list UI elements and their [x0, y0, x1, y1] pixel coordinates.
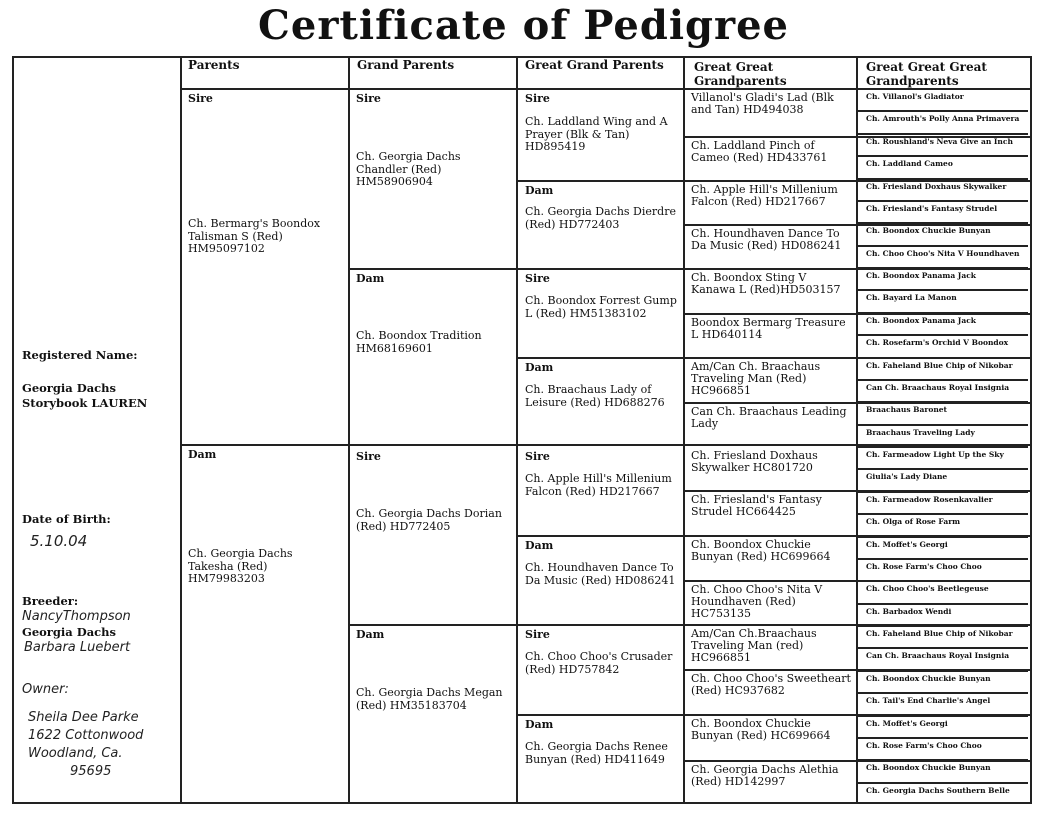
great-great-great-grandparent: Ch. Choo Choo's Nita V Houndhaven: [866, 249, 1020, 258]
row-divider: [856, 133, 1028, 135]
row-divider: [856, 692, 1028, 694]
owner-line-2: 1622 Cottonwood: [28, 728, 144, 743]
row-divider: [856, 401, 1028, 403]
great-great-great-grandparent: Ch. Boondox Chuckie Bunyan: [866, 763, 991, 772]
header-great-grand-parents: Great Grand Parents: [525, 58, 664, 72]
great-grandparent: Ch. Houndhaven Dance To Da Music (Red) HD086241: [525, 561, 676, 587]
grandparent: Ch. Boondox Tradition HM68169601: [356, 329, 482, 355]
great-great-great-grandparent: Ch. Choo Choo's Beetlegeuse: [866, 584, 989, 593]
great-great-great-grandparent: Ch. Laddland Cameo: [866, 159, 953, 168]
registered-name: Georgia Dachs: [22, 381, 116, 395]
great-great-grandparent: Ch. Choo Choo's Sweetheart (Red) HC937682: [691, 672, 851, 697]
header-parents: Parents: [188, 58, 240, 72]
row-divider: [856, 737, 1028, 739]
row-divider: [856, 245, 1028, 247]
row-divider: [856, 357, 1028, 359]
great-great-great-grandparent: Ch. Olga of Rose Farm: [866, 517, 961, 526]
row-divider: [856, 289, 1028, 291]
grandparent-label: Dam: [356, 272, 385, 285]
column-divider: [516, 56, 518, 804]
header-great-great: Great Great Grandparents: [694, 60, 787, 88]
grandparent-label: Sire: [356, 450, 381, 463]
header-grand-parents: Grand Parents: [357, 58, 455, 72]
great-grandparent: Ch. Georgia Dachs Renee Bunyan (Red) HD411649: [525, 740, 668, 766]
row-divider: [856, 647, 1028, 649]
grandparent-label: Sire: [356, 92, 381, 105]
great-grandparent: Ch. Apple Hill's Millenium Falcon (Red) HD217667: [525, 472, 672, 498]
great-grandparent-label: Sire: [525, 628, 550, 641]
row-divider: [856, 312, 1028, 314]
breeder-line-2: Georgia Dachs: [22, 625, 116, 639]
great-great-great-grandparent: Braachaus Traveling Lady: [866, 428, 975, 437]
great-great-great-grandparent: Ch. Friesland's Fantasy Strudel: [866, 204, 998, 213]
row-divider: [856, 200, 1028, 202]
grandparent-label: Dam: [356, 628, 385, 641]
row-divider: [856, 558, 1028, 560]
row-divider: [856, 580, 1028, 582]
great-great-grandparent: Ch. Boondox Chuckie Bunyan (Red) HC699664: [691, 717, 831, 742]
row-divider: [856, 178, 1028, 180]
great-great-grandparent: Am/Can Ch. Braachaus Traveling Man (Red) HC966851: [691, 360, 821, 397]
parent-dam: Ch. Georgia Dachs Takesha (Red) HM79983203: [188, 547, 293, 585]
great-great-grandparent: Am/Can Ch.Braachaus Traveling Man (red) HC966851: [691, 627, 817, 664]
dob-value: 5.10.04: [30, 532, 88, 550]
great-great-great-grandparent: Can Ch. Braachaus Royal Insignia: [866, 651, 1010, 660]
breeder-line-3: Barbara Luebert: [24, 640, 131, 655]
great-grandparent: Ch. Choo Choo's Crusader (Red) HD757842: [525, 650, 673, 676]
header-great-great-great: Great Great Great Grandparents: [866, 60, 987, 88]
great-great-grandparent: Ch. Georgia Dachs Alethia (Red) HD142997: [691, 763, 839, 788]
great-great-grandparent: Can Ch. Braachaus Leading Lady: [691, 405, 847, 430]
great-great-great-grandparent: Ch. Rosefarm's Orchid V Boondox: [866, 338, 1009, 347]
row-divider: [180, 88, 1030, 90]
great-great-grandparent: Ch. Choo Choo's Nita V Houndhaven (Red) HC753135: [691, 583, 823, 620]
great-grandparent: Ch. Laddland Wing and A Prayer (Blk & Tan) HD895419: [525, 115, 668, 153]
owner-line-3: Woodland, Ca.: [28, 746, 123, 761]
great-great-great-grandparent: Ch. Moffet's Georgi: [866, 540, 948, 549]
row-divider: [856, 468, 1028, 470]
great-great-great-grandparent: Ch. Moffet's Georgi: [866, 719, 948, 728]
great-great-grandparent: Ch. Boondox Chuckie Bunyan (Red) HC699664: [691, 538, 831, 563]
great-grandparent: Ch. Braachaus Lady of Leisure (Red) HD688276: [525, 383, 665, 409]
grandparent: Ch. Georgia Dachs Megan (Red) HM35183704: [356, 686, 503, 712]
great-great-grandparent: Ch. Houndhaven Dance To Da Music (Red) HD086241: [691, 227, 842, 252]
great-great-great-grandparent: Braachaus Baronet: [866, 405, 948, 414]
great-great-great-grandparent: Ch. Tail's End Charlie's Angel: [866, 696, 991, 705]
great-grandparent-label: Dam: [525, 361, 554, 374]
great-great-great-grandparent: Ch. Bayard La Manon: [866, 293, 957, 302]
great-great-great-grandparent: Ch. Boondox Chuckie Bunyan: [866, 674, 991, 683]
great-great-great-grandparent: Ch. Rose Farm's Choo Choo: [866, 741, 982, 750]
great-great-great-grandparent: Ch. Villanol's Gladiator: [866, 92, 964, 101]
great-great-great-grandparent: Ch. Faheland Blue Chip of Nikobar: [866, 361, 1013, 370]
great-great-great-grandparent: Giulia's Lady Diane: [866, 472, 948, 481]
great-great-grandparent: Villanol's Gladi's Lad (Blk and Tan) HD494038: [691, 91, 834, 116]
great-great-grandparent: Ch. Friesland's Fantasy Strudel HC664425: [691, 493, 822, 518]
great-great-great-grandparent: Ch. Georgia Dachs Southern Belle: [866, 786, 1010, 795]
great-great-great-grandparent: Ch. Boondox Panama Jack: [866, 271, 976, 280]
row-divider: [856, 222, 1028, 224]
owner-line-4: 95695: [70, 764, 112, 779]
owner-line-1: Sheila Dee Parke: [28, 710, 139, 725]
row-divider: [856, 110, 1028, 112]
column-divider: [683, 56, 685, 804]
great-grandparent-label: Sire: [525, 272, 550, 285]
row-divider: [856, 603, 1028, 605]
owner-label: Owner:: [22, 682, 69, 697]
great-grandparent-label: Sire: [525, 450, 550, 463]
row-divider: [856, 491, 1028, 493]
dob-label: Date of Birth:: [22, 512, 111, 526]
row-divider: [856, 334, 1028, 336]
great-great-great-grandparent: Ch. Boondox Panama Jack: [866, 316, 976, 325]
great-great-grandparent: Ch. Apple Hill's Millenium Falcon (Red) HD217667: [691, 183, 838, 208]
row-divider: [856, 446, 1028, 448]
great-great-great-grandparent: Can Ch. Braachaus Royal Insignia: [866, 383, 1010, 392]
breeder-line-1: NancyThompson: [22, 609, 131, 624]
great-great-great-grandparent: Ch. Amrouth's Polly Anna Primavera: [866, 114, 1020, 123]
column-divider: [348, 56, 350, 804]
row-divider: [856, 379, 1028, 381]
row-divider: [856, 267, 1028, 269]
certificate-title: Certificate of Pedigree: [258, 2, 789, 49]
great-great-great-grandparent: Ch. Boondox Chuckie Bunyan: [866, 226, 991, 235]
parent-dam-label: Dam: [188, 448, 217, 461]
great-great-great-grandparent: Ch. Roushland's Neva Give an Inch: [866, 137, 1013, 146]
registered-name-hand: Storybook LAUREN: [22, 396, 148, 410]
great-great-great-grandparent: Ch. Farmeadow Rosenkavalier: [866, 495, 993, 504]
row-divider: [856, 536, 1028, 538]
registered-name-label: Registered Name:: [22, 348, 138, 362]
great-great-great-grandparent: Ch. Friesland Doxhaus Skywalker: [866, 182, 1007, 191]
row-divider: [856, 625, 1028, 627]
row-divider: [856, 759, 1028, 761]
great-grandparent: Ch. Boondox Forrest Gump L (Red) HM51383102: [525, 294, 677, 320]
grandparent: Ch. Georgia Dachs Chandler (Red) HM58906904: [356, 150, 461, 188]
great-grandparent-label: Dam: [525, 718, 554, 731]
column-divider: [180, 56, 182, 804]
row-divider: [856, 670, 1028, 672]
great-great-great-grandparent: Ch. Rose Farm's Choo Choo: [866, 562, 982, 571]
parent-sire-label: Sire: [188, 92, 213, 105]
row-divider: [856, 513, 1028, 515]
great-great-great-grandparent: Ch. Barbadox Wendi: [866, 607, 952, 616]
great-great-great-grandparent: Ch. Farmeadow Light Up the Sky: [866, 450, 1004, 459]
row-divider: [856, 715, 1028, 717]
row-divider: [856, 424, 1028, 426]
great-great-grandparent: Ch. Laddland Pinch of Cameo (Red) HD433761: [691, 139, 828, 164]
great-great-grandparent: Ch. Boondox Sting V Kanawa L (Red)HD503157: [691, 271, 841, 296]
great-grandparent-label: Dam: [525, 539, 554, 552]
great-great-grandparent: Ch. Friesland Doxhaus Skywalker HC801720: [691, 449, 818, 474]
grandparent: Ch. Georgia Dachs Dorian (Red) HD772405: [356, 507, 502, 533]
row-divider: [856, 155, 1028, 157]
great-great-grandparent: Boondox Bermarg Treasure L HD640114: [691, 316, 846, 341]
breeder-label: Breeder:: [22, 594, 79, 608]
great-grandparent-label: Sire: [525, 92, 550, 105]
great-grandparent: Ch. Georgia Dachs Dierdre (Red) HD772403: [525, 205, 676, 231]
great-great-great-grandparent: Ch. Faheland Blue Chip of Nikobar: [866, 629, 1013, 638]
parent-sire: Ch. Bermarg's Boondox Talisman S (Red) HM95097102: [188, 217, 321, 255]
row-divider: [856, 782, 1028, 784]
great-grandparent-label: Dam: [525, 184, 554, 197]
